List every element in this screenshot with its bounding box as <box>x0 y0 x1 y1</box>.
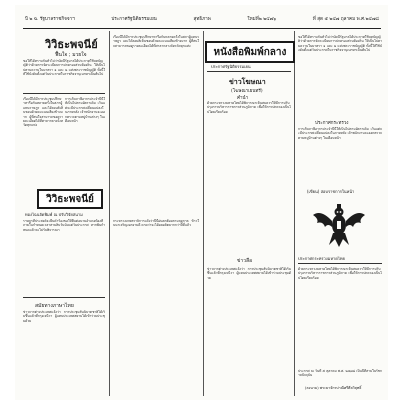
header-center-right: ใหม่ที่๒ ๒๔๗๖ <box>247 16 277 22</box>
divider <box>23 297 105 298</box>
column-divider <box>294 31 295 396</box>
section-subtitle: ทองไฉนจัดพิมพ์ ณ ปรับวิจัยสนาม <box>25 212 83 217</box>
column-divider <box>109 31 110 396</box>
article-text: ขอให้ได้ทราบกันทั่วไปว่าบัดนี้รัฐบาลได้ประกาศใช้บทบัญญัติว่าด้วยการจัดระเบียบการปกครองส่วนท้องถิ่น ให้เป็นไปตามความในมาตรา ๑ และ ๒ แห่งพระราชบัญญัติ ทั้งนี้ให้ใช้บังคับตั้งแต่วันประกาศในราชกิจจานุเบกษาเป็นต้นไป <box>298 35 382 53</box>
news-subtitle: (โฆษณาเยนทรี) <box>231 89 263 94</box>
newspaper-page <box>15 5 388 400</box>
page-header <box>23 11 381 27</box>
section-title-box <box>37 189 103 209</box>
news-note: คำนำ <box>237 96 249 101</box>
header-right: ที่ สุด ๕ ๒๔๗ ถุลาคม พ.ศ.๒๔๗๘ <box>312 16 379 22</box>
divider <box>23 93 105 94</box>
article-text: ด้วยกระทรวงมหาดไทยได้พิจารณาเห็นสมควรให้มีการปรับปรุงการบริหารราชการส่วนภูมิภาค เพื่อให้การปกครองเป็นไปโดยเรียบร้อย <box>298 267 382 280</box>
section-title: วิวิธะพจนีย์ <box>46 193 94 205</box>
header-center-left: ประกาศรัฐนิติธรรมเยน <box>111 16 157 22</box>
proclamation-date: ประกาศ ณ วันที่ ๕ ตุลาคม พ.ศ. ๒๔๗๘ เป็นปีที่สามในรัชกาลปัจจุบัน <box>298 369 382 378</box>
article-text: ราษฎรที่ประสงค์จะยื่นคำร้องขอให้ยื่นต่อนายอำเภอท้องที่ภายในกำหนดเวลาสามสิบวันนับแต่วันประกาศ หากพ้นกำหนดแล้วจะไม่รับพิจารณา <box>23 219 105 232</box>
section-subtitle: ฟื้นใจ ; มวยใจ <box>55 52 87 58</box>
garuda-emblem-icon <box>311 201 367 249</box>
header-left: ปี ๒ ฉ. รัฐบาลราชกิจจาฯ <box>25 16 75 22</box>
section-subtitle: สมัยทางภาษาไทย <box>35 303 74 309</box>
article-text: ขอให้ได้ทราบกันทั่วไปว่าบัดนี้รัฐบาลได้ประกาศใช้บทบัญญัติว่าด้วยการจัดระเบียบการปกครองส่วนท้องถิ่น ให้เป็นไปตามความในมาตรา ๑ และ ๒ แห่งพระราชบัญญัติ ทั้งนี้ให้ใช้บังคับตั้งแต่วันประกาศในราชกิจจานุเบกษาเป็นต้นไป <box>23 59 105 77</box>
column-divider <box>203 31 204 396</box>
article-text: ด้วยกระทรวงมหาดไทยได้พิจารณาเห็นสมควรให้มีการปรับปรุงการบริหารราชการส่วนภูมิภาค เพื่อให้การปกครองเป็นไปโดยเรียบร้อย <box>207 101 291 114</box>
header-center: สุทธิภาพ <box>193 16 211 22</box>
article-text: กระทรวงเกษตราธิการแจ้งว่าปีนี้ฝนตกต้องตามฤดูกาล ข้าวในนาเจริญงอกงามดี คาดว่าจะได้ผลผลิตมากกว่าปีที่แล้ว <box>113 219 199 228</box>
article-text: เรื่องนี้ได้มีการประชุมปรึกษาหารือกันหลายครั้งในสภาผู้แทนราษฎร และได้ลงมติเห็นชอบด้วยคะแนนเสียงข้างมาก ผู้ที่สนใจสามารถขอดูรายละเอียดได้ที่ศาลากลางจังหวัดทุกแห่ง <box>23 97 63 128</box>
article-text: เรื่องนี้ได้มีการประชุมปรึกษาหารือกันหลายครั้งในสภาผู้แทนราษฎร และได้ลงมติเห็นชอบด้วยคะแนนเสียงข้างมาก ผู้ที่สนใจสามารถขอดูรายละเอียดได้ที่ศาลากลางจังหวัดทุกแห่ง <box>113 35 199 48</box>
section-title: วิวิธะพจนีย์ <box>45 38 98 51</box>
proclamation-heading: ประกาศกระทรวงมหาดไทย <box>298 256 345 261</box>
article-text: การเก็บภาษีอากรประจำปีนี้ให้เป็นไปตามอัตราเดิม เว้นแต่จะมีประกาศเปลี่ยนแปลงในภายหลัง เจ้าพนักงานจะออกตรวจตามหมู่บ้านต่างๆ ในเดือนหน้า <box>65 97 105 124</box>
header-rule <box>23 28 381 29</box>
section-subtitle: ข่าวลือ <box>237 258 253 264</box>
divider <box>207 71 291 72</box>
article-text: ข่าวจากต่างประเทศแจ้งว่า การประชุมสันนิบาตชาติได้เริ่มขึ้นแล้วที่กรุงเจนีวา ผู้แทนประเทศสยามได้เข้าร่วมประชุมด้วย <box>23 310 105 323</box>
divider <box>298 263 382 264</box>
article-text: การเก็บภาษีอากรประจำปีนี้ให้เป็นไปตามอัตราเดิม เว้นแต่จะมีประกาศเปลี่ยนแปลงในภายหลัง เจ้าพนักงานจะออกตรวจตามหมู่บ้านต่างๆ ในเดือนหน้า <box>298 127 382 140</box>
masthead-box <box>205 41 295 63</box>
article-text: ข่าวจากต่างประเทศแจ้งว่า การประชุมสันนิบาตชาติได้เริ่มขึ้นแล้วที่กรุงเจนีวา ผู้แทนประเทศสยามได้เข้าร่วมประชุมด้วย <box>207 267 291 280</box>
masthead-title: หนังสือพิมพ์กลาง <box>213 46 287 58</box>
masthead-subtitle: ประกาศรัฐนิติธรรมเยน <box>211 64 251 69</box>
signature: (ลงนาม) พระยาจักรปาณีศรีศีลวิสุทธิ์ <box>305 386 362 390</box>
news-title: ข่าวโฆษณา <box>229 78 266 86</box>
section-subtitle: (เขียน) สอบราชการในหน้า <box>307 189 355 194</box>
section-subtitle: ประกาศกระทรวง <box>315 121 349 126</box>
